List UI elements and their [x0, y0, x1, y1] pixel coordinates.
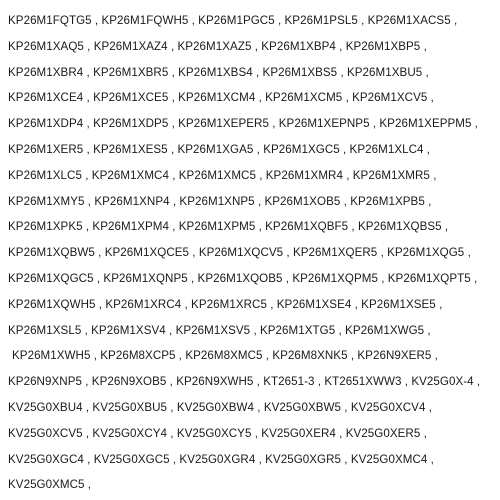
text-line-17: KV25G0XCV5 , KV25G0XCY4 , KV25G0XCY5 , KV25G0XER4 , KV25G0XER5 , — [8, 426, 427, 440]
text-line-8: KP26M1XMY5 , KP26M1XNP4 , KP26M1XNP5 , KP26M1XOB5 , KP26M1XPB5 , — [8, 194, 432, 208]
text-line-18: KV25G0XGC4 , KV25G0XGC5 , KV25G0XGR4 , KV25G0XGR5 , KV25G0XMC4 , — [8, 452, 434, 466]
part-number-list — [8, 8, 500, 498]
text-line-15: KP26N9XNP5 , KP26N9XOB5 , KP26N9XWH5 , KT2651-3 , KT2651XWW3 , KV25G0X-4 , — [8, 375, 481, 389]
text-line-1: KP26M1FQTG5 , KP26M1FQWH5 , KP26M1PGC5 , KP26M1PSL5 , KP26M1XACS5 , — [8, 14, 458, 27]
text-line-12: KP26M1XQWH5 , KP26M1XRC4 , KP26M1XRC5 , KP26M1XSE4 , KP26M1XSE5 , — [8, 297, 443, 311]
text-line-10: KP26M1XQBW5 , KP26M1XQCE5 , KP26M1XQCV5 , KP26M1XQER5 , KP26M1XQG5 , — [8, 246, 471, 260]
text-line-19: KV25G0XMC5 , — [8, 478, 92, 492]
text-line-5: KP26M1XDP4 , KP26M1XDP5 , KP26M1XEPER5 , KP26M1XEPNP5 , KP26M1XEPPM5 , — [8, 117, 479, 131]
text-line-2: KP26M1XAQ5 , KP26M1XAZ4 , KP26M1XAZ5 , KP26M1XBP4 , KP26M1XBP5 , — [8, 39, 427, 53]
text-line-16: KV25G0XBU4 , KV25G0XBU5 , KV25G0XBW4 , KV25G0XBW5 , KV25G0XCV4 , — [8, 400, 433, 414]
text-line-11: KP26M1XQGC5 , KP26M1XQNP5 , KP26M1XQOB5 , KP26M1XQPM5 , KP26M1XQPT5 , — [8, 271, 478, 285]
text-line-3: KP26M1XBR4 , KP26M1XBR5 , KP26M1XBS4 , KP26M1XBS5 , KP26M1XBU5 , — [8, 65, 429, 79]
text-line-9: KP26M1XPK5 , KP26M1XPM4 , KP26M1XPM5 , KP26M1XQBF5 , KP26M1XQBS5 , — [8, 220, 449, 234]
text-line-7: KP26M1XLC5 , KP26M1XMC4 , KP26M1XMC5 , KP26M1XMR4 , KP26M1XMR5 , — [8, 168, 437, 182]
text-line-13: KP26M1XSL5 , KP26M1XSV4 , KP26M1XSV5 , KP26M1XTG5 , KP26M1XWG5 , — [8, 323, 431, 337]
text-line-4: KP26M1XCE4 , KP26M1XCE5 , KP26M1XCM4 , KP26M1XCM5 , KP26M1XCV5 , — [8, 91, 434, 105]
text-line-14: KP26M1XWH5 , KP26M8XCP5 , KP26M8XMC5 , KP26M8XNK5 , KP26N9XER5 , — [12, 349, 438, 363]
text-line-6: KP26M1XER5 , KP26M1XES5 , KP26M1XGA5 , KP26M1XGC5 , KP26M1XLC4 , — [8, 142, 431, 156]
